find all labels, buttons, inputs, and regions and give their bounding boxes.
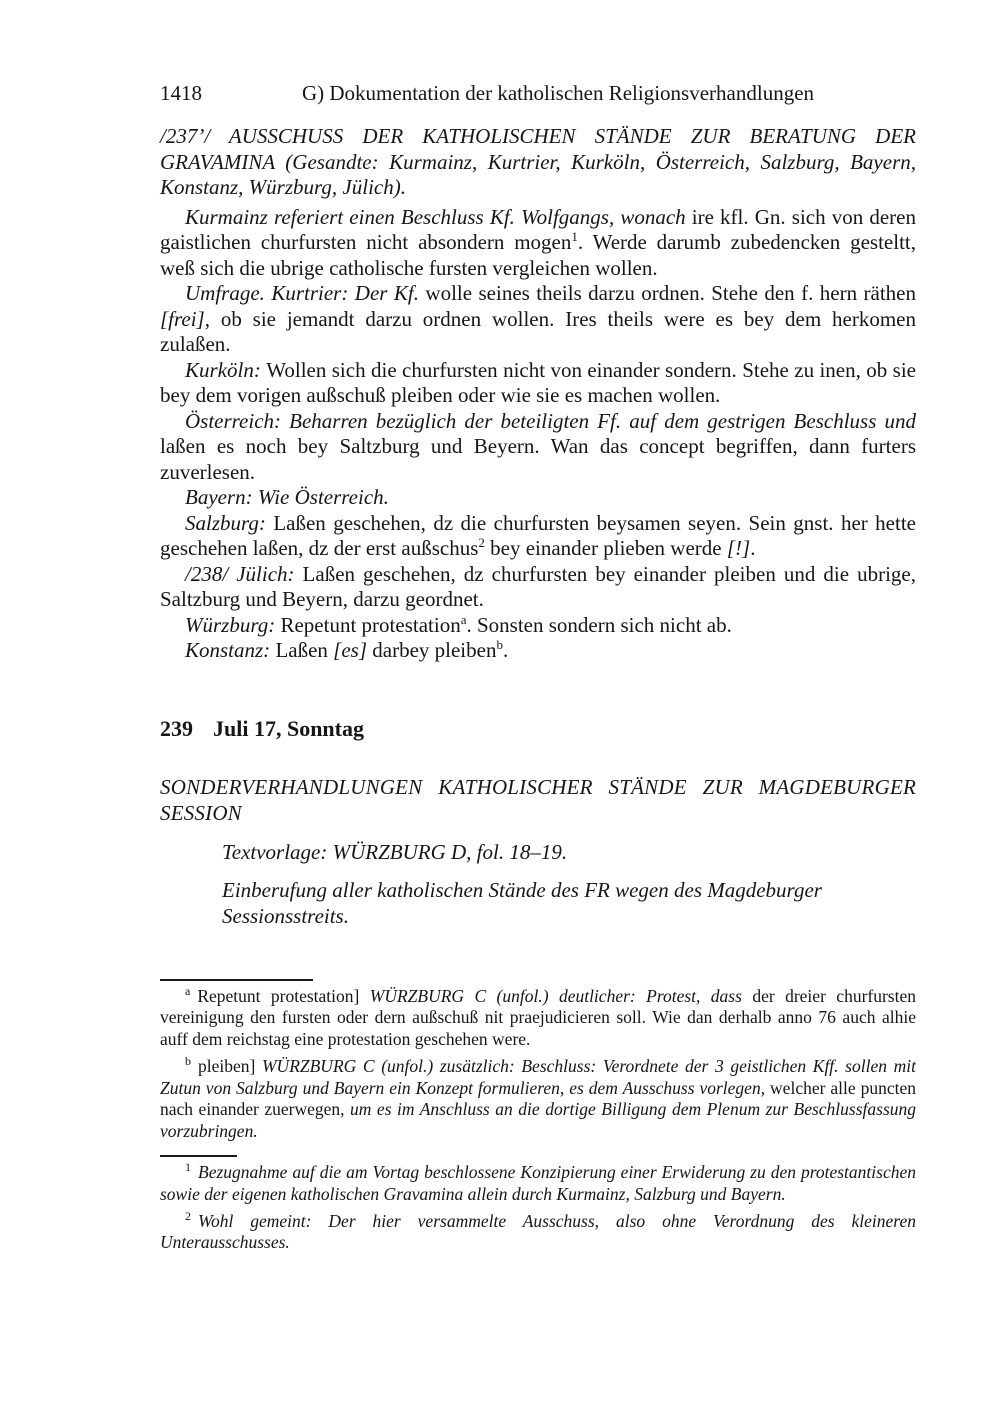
footnote-ref-2: 2 — [478, 535, 485, 550]
text-run: welcher alle puncten nach einander zuerwegen, — [160, 1077, 916, 1120]
paragraph-umfrage-kurtrier — [160, 281, 916, 358]
text-run: Laßen geschehen, dz churfursten bey einander pleiben und die ubrige, Saltzburg und Beyern, darzu geordnet. — [160, 561, 916, 611]
session-number: 239 — [160, 715, 193, 741]
variant-text: um es im Anschluss an die dortige Billigung dem Plenum zur Beschlussfassung vorzubringen. — [160, 1099, 916, 1142]
speaker-label: /238/ Jülich: — [185, 561, 303, 586]
paragraph-konstanz — [160, 638, 916, 664]
textvorlage-line: Textvorlage: WÜRZBURG D, fol. 18–19. — [222, 839, 568, 864]
speaker-label: Kurmainz referiert einen Beschluss Kf. Wolfgangs, wonach — [185, 204, 692, 229]
footnote-ref-a: a — [460, 611, 467, 627]
text-run: Repetunt protestation — [280, 612, 461, 637]
text-run: , ob sie jemandt darzu ordnen wollen. Ires theils were es bey dem herkomen zulaßen. — [160, 306, 916, 356]
session-heading — [160, 714, 916, 744]
text-run: . Werde darumb zubedencken gesteltt, weß sich die ubrige catholische fursten vergleichen wollen. — [160, 230, 916, 280]
paragraph-kurkoeln — [160, 358, 916, 409]
text-run: . Sonsten sondern sich nicht ab. — [466, 612, 732, 637]
text-run: Repetunt protestation] — [197, 985, 370, 1006]
footnote-ref-b: b — [496, 637, 503, 652]
paragraph-wuerzburg — [160, 613, 916, 639]
session-subtitle: SONDERVERHANDLUNGEN KATHOLISCHER STÄNDE ZUR MAGDEBURGER SESSION — [160, 774, 916, 825]
editorial-insertion: [es] — [333, 638, 368, 662]
speaker-label: Bayern: Wie Österreich. — [185, 485, 389, 509]
commentary-text: Bezugnahme auf die am Vortag beschlossene Konzipierung einer Erwiderung zu den protestantischen sowie der eigenen katholischen Gravamina allein durch Kurmainz, Salzburg und Bayern. — [160, 1162, 916, 1204]
variant-text: WÜRZBURG C (unfol.) zusätzlich: Beschluss: Verordnete der 3 geistlichen Kff. sollen mit Zutun von Salzburg und Bayern ein Konzept formulieren, es dem Ausschuss vorlegen, — [160, 1055, 916, 1098]
text-run: Laßen — [275, 638, 334, 662]
regest-line: Einberufung aller katholischen Stände des FR wegen des Magdeburger Sessionsstreits. — [222, 877, 822, 928]
paragraph-juelich — [160, 562, 916, 613]
speaker-label: Österreich: Beharren bezüglich der beteiligten Ff. auf dem gestrigen Beschluss und — [185, 408, 916, 433]
text-run: der dreier churfursten vereinigung den fursten oder dern außschuß nit praejudicieren soll. Wie dan derhalb anno 76 auch alhie auff dem reichstag eine protestation geschehen were. — [160, 985, 916, 1050]
text-run: darbey pleiben — [367, 638, 497, 662]
footnote-2 — [160, 1208, 916, 1255]
footnote-marker-1: 1 — [185, 1160, 191, 1175]
running-header — [160, 80, 916, 106]
footnote-divider-numbered — [160, 1155, 237, 1157]
footnote-1 — [160, 1162, 916, 1206]
footnote-divider-lettered — [160, 979, 313, 981]
paragraph-oesterreich — [160, 409, 916, 486]
entry-body — [160, 205, 916, 664]
paragraph-bayern — [160, 485, 916, 511]
page-number: 1418 — [160, 81, 202, 105]
speaker-label: Kurköln: — [185, 357, 267, 382]
speaker-label: Salzburg: — [185, 510, 274, 535]
editorial-insertion: [frei] — [160, 306, 205, 331]
variant-text: WÜRZBURG C (unfol.) deutlicher: Protest, dass — [369, 985, 753, 1006]
footnote-ref-1: 1 — [571, 229, 578, 244]
footnote-marker-b: b — [185, 1054, 191, 1069]
running-header-title: G) Dokumentation der katholischen Religionsverhandlungen — [301, 81, 815, 105]
footnote-b — [160, 1056, 916, 1143]
text-run: bey einander plieben werde — [484, 536, 727, 560]
text-run: Laßen geschehen, dz die churfursten beysamen seyen. Sein gnst. her hette geschehen laßen, dz der erst außschus — [160, 510, 916, 560]
speaker-label: Konstanz: — [185, 638, 276, 662]
text-run: ire kfl. Gn. sich von deren gaistlichen churfursten nicht absondern mogen — [160, 204, 916, 254]
paragraph-salzburg — [160, 511, 916, 562]
footnote-marker-a: a — [185, 983, 191, 998]
text-run: pleiben] — [198, 1055, 262, 1076]
footnote-marker-2: 2 — [185, 1208, 191, 1223]
text-run: . — [502, 638, 509, 662]
speaker-label: Umfrage. Kurtrier: Der Kf. — [185, 281, 426, 305]
text-run: laßen es noch bey Saltzburg und Beyern. Wan das concept begriffen, dann furters zuverlesen. — [160, 434, 916, 484]
text-column — [160, 80, 916, 1254]
text-run: Wollen sich die churfursten nicht von einander sondern. Stehe zu inen, ob sie bey dem vorigen außschuß pleiben oder wie sie es machen wollen. — [160, 357, 917, 407]
text-run: . — [750, 536, 756, 560]
editorial-sic: [!] — [726, 536, 751, 560]
paragraph-kurmainz — [160, 205, 916, 282]
speaker-label: Würzburg: — [185, 612, 281, 637]
entry-title: /237’/ AUSSCHUSS DER KATHOLISCHEN STÄNDE ZUR BERATUNG DER GRAVAMINA (Gesandte: Kurmainz, Kurtrier, Kurköln, Österreich, Salzburg, Bayern, Konstanz, Würzburg, Jülich). — [160, 124, 916, 199]
session-date: Juli 17, Sonntag — [213, 715, 364, 741]
footnote-a — [160, 983, 916, 1051]
text-run: wolle seines theils darzu ordnen. Stehe den f. hern räthen — [425, 281, 916, 305]
commentary-text: Wohl gemeint: Der hier versammelte Ausschuss, also ohne Verordnung des kleineren Unterausschusses. — [160, 1210, 916, 1253]
